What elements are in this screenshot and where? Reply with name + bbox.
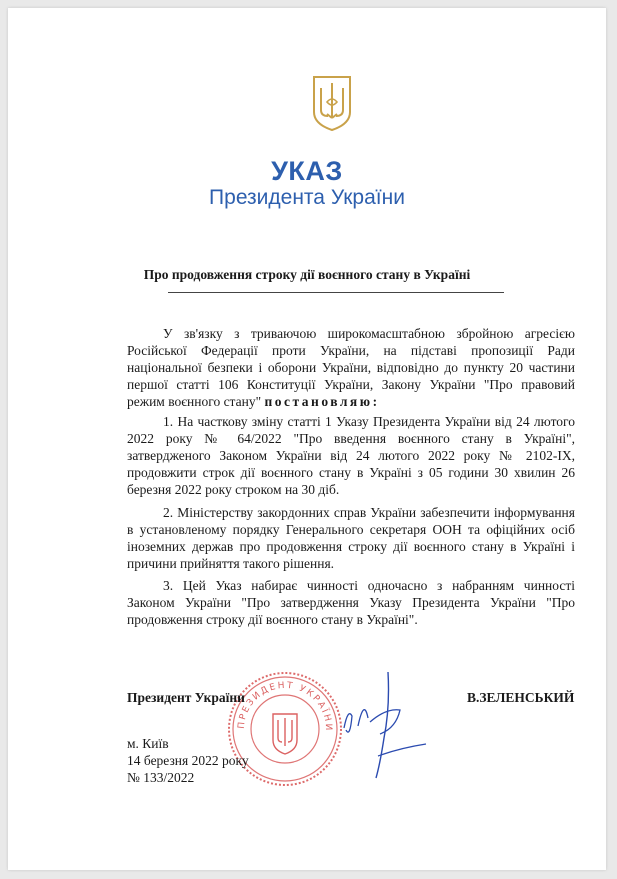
preamble-text: У зв'язку з триваючою широкомасштабною збройною агресією Російської Федерації проти України, на підставі пропозиції Ради національної безпеки і оборони України, відповідно до пункту 20 частини першої статті 106 Конституції України, Закону України "Про правовий режим воєнного стану": [127, 326, 575, 409]
document-title: УКАЗ: [271, 156, 343, 186]
decree-number: № 133/2022: [127, 770, 195, 785]
coat-of-arms-icon: [311, 74, 353, 132]
document-page: [8, 8, 606, 870]
decree-subject: Про продовження строку дії воєнного стану в Україні: [143, 267, 471, 282]
item-2-paragraph: 2. Міністерству закордонних справ України забезпечити інформування в установленому порядку Генерального секретаря ООН та офіційних осіб іноземних держав про продовження строку дії воєнного стану в Україні і причини прийняття такого рішення.: [127, 505, 575, 571]
document-subtitle: Президента України: [209, 186, 405, 209]
signatory-position: Президент України: [127, 690, 245, 705]
seal-text: ПРЕЗИДЕНТ УКРАЇНИ: [236, 680, 334, 733]
item-1-paragraph: 1. На часткову зміну статті 1 Указу Президента України від 24 лютого 2022 року № 64/2022 "Про введення воєнного стану в Україні", затвердженого Законом України від 24 лютого 2022 року № 2102-IX, продовжити строк дії воєнного стану в Україні з 05 години 30 хвилин 26 березня 2022 року строком на 30 діб.: [127, 414, 575, 497]
preamble-paragraph: [127, 325, 575, 410]
resolve-word: постановляю: [264, 394, 373, 409]
divider-line: [168, 292, 504, 293]
handwritten-signature-icon: [330, 668, 430, 788]
issue-details: [127, 735, 249, 786]
signatory-name: В.ЗЕЛЕНСЬКИЙ: [467, 690, 575, 705]
issue-date: 14 березня 2022 року: [127, 753, 249, 768]
resolve-colon: :: [372, 394, 378, 409]
item-3-paragraph: 3. Цей Указ набирає чинності одночасно з набранням чинності Законом України "Про затвердження Указу Президента України "Про продовження строку дії воєнного стану в Україні".: [127, 578, 575, 627]
issue-city: м. Київ: [127, 736, 169, 751]
